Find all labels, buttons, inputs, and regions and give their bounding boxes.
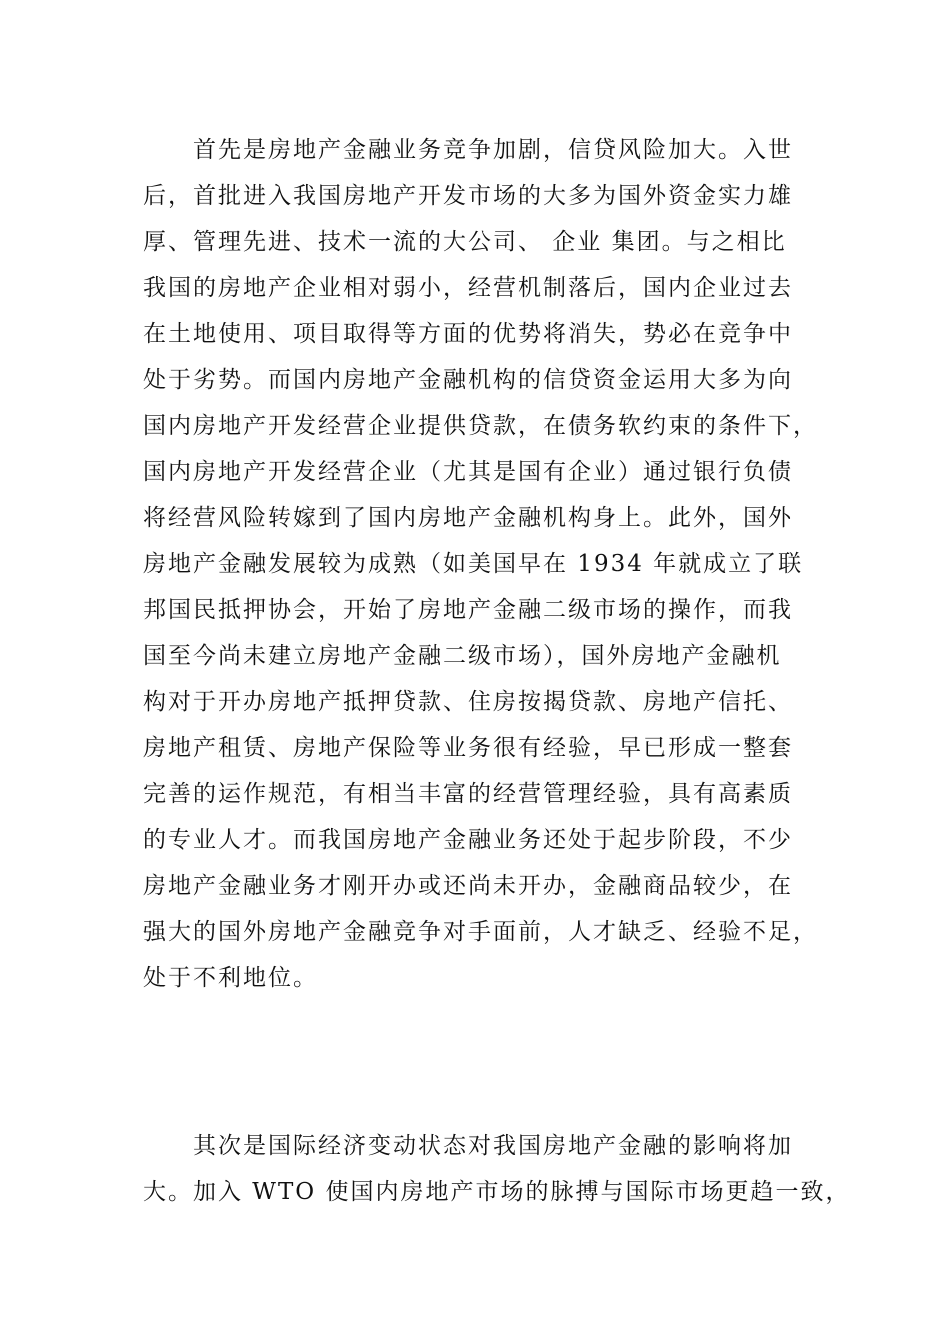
- paragraph-line: 构对于开办房地产抵押贷款、住房按揭贷款、房地产信托、: [143, 689, 793, 715]
- paragraph-line: 的专业人才。而我国房地产金融业务还处于起步阶段，不少: [143, 827, 793, 853]
- paragraph-line: 我国的房地产企业相对弱小，经营机制落后，国内企业过去: [143, 275, 793, 301]
- paragraph-line: 大。加入 WTO 使国内房地产市场的脉搏与国际市场更趋一致，: [143, 1179, 851, 1205]
- paragraph-line: 处于不利地位。: [143, 965, 318, 991]
- paragraph-line: 处于劣势。而国内房地产金融机构的信贷资金运用大多为向: [143, 367, 793, 393]
- paragraph-line: 国内房地产开发经营企业（尤其是国有企业）通过银行负债: [143, 459, 793, 485]
- paragraph-line: 后，首批进入我国房地产开发市场的大多为国外资金实力雄: [143, 183, 793, 209]
- paragraph-line: 国内房地产开发经营企业提供贷款，在债务软约束的条件下，: [143, 413, 818, 439]
- paragraph-line: 将经营风险转嫁到了国内房地产金融机构身上。此外，国外: [143, 505, 793, 531]
- paragraph-line: 房地产租赁、房地产保险等业务很有经验，早已形成一整套: [143, 735, 793, 761]
- paragraph-line: 强大的国外房地产金融竞争对手面前，人才缺乏、经验不足，: [143, 919, 818, 945]
- paragraph-line: 在土地使用、项目取得等方面的优势将消失，势必在竞争中: [143, 321, 793, 347]
- paragraph-line: 房地产金融业务才刚开办或还尚未开办，金融商品较少，在: [143, 873, 793, 899]
- paragraph-line: 厚、管理先进、技术一流的大公司、 企业 集团。与之相比: [143, 229, 787, 255]
- paragraph-line: 邦国民抵押协会，开始了房地产金融二级市场的操作，而我: [143, 597, 793, 623]
- paragraph-line: 国至今尚未建立房地产金融二级市场），国外房地产金融机: [143, 643, 782, 669]
- paragraph-line: 其次是国际经济变动状态对我国房地产金融的影响将加: [193, 1133, 793, 1159]
- paragraph-line: 完善的运作规范，有相当丰富的经营管理经验，具有高素质: [143, 781, 793, 807]
- paragraph-line: 房地产金融发展较为成熟（如美国早在 1934 年就成立了联: [143, 551, 804, 577]
- paragraph-line: 首先是房地产金融业务竞争加剧，信贷风险加大。入世: [193, 137, 793, 163]
